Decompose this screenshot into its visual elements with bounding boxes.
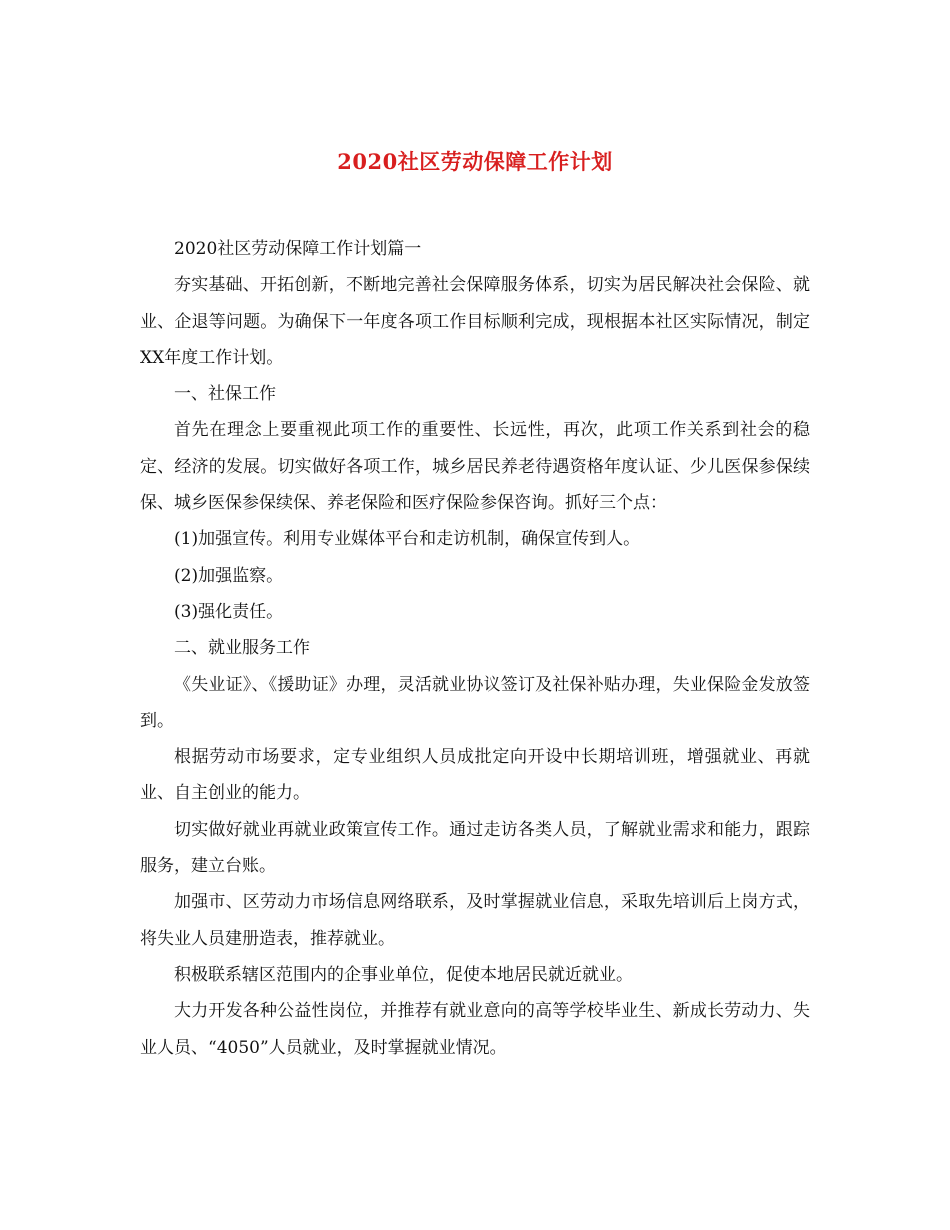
document-body <box>140 231 810 1066</box>
section-heading: 2020社区劳动保障工作计划篇一 <box>174 239 422 259</box>
intro-paragraph: 夯实基础、开拓创新，不断地完善社会保障服务体系，切实为居民解决社会保险、就业、企退等问题。为确保下一年度各项工作目标顺利完成，现根据本社区实际情况，制定XX年度工作计划。 <box>140 275 810 368</box>
document-title: 2020社区劳动保障工作计划 <box>337 149 613 174</box>
body-paragraph: 切实做好就业再就业政策宣传工作。通过走访各类人员，了解就业需求和能力，跟踪服务，建立台账。 <box>140 819 810 877</box>
section-heading: 一、社保工作 <box>174 384 276 405</box>
list-item: (1)加强宣传。利用专业媒体平台和走访机制，确保宣传到人。 <box>174 529 641 550</box>
body-paragraph: 积极联系辖区范围内的企事业单位，促使本地居民就近就业。 <box>174 964 633 985</box>
body-paragraph: 根据劳动市场要求，定专业组织人员成批定向开设中长期培训班，增强就业、再就业、自主创业的能力。 <box>140 747 810 804</box>
body-paragraph: 加强市、区劳动力市场信息网络联系，及时掌握就业信息，采取先培训后上岗方式，将失业人员建册造表，推荐就业。 <box>140 892 810 949</box>
body-paragraph: 大力开发各种公益性岗位，并推荐有就业意向的高等学校毕业生、新成长劳动力、失业人员、“4050”人员就业，及时掌握就业情况。 <box>140 1001 810 1058</box>
body-paragraph: 首先在理念上要重视此项工作的重要性、长远性，再次，此项工作关系到社会的稳定、经济的发展。切实做好各项工作，城乡居民养老待遇资格年度认证、少儿医保参保续保、城乡医保参保续保、养老保险和医疗保险参保咨询。抓好三个点： <box>140 420 810 514</box>
list-item: (3)强化责任。 <box>174 601 284 622</box>
body-paragraph: 《失业证》、《援助证》办理，灵活就业协议签订及社保补贴办理，失业保险金发放签到。 <box>140 674 810 731</box>
section-heading: 二、就业服务工作 <box>174 638 310 659</box>
list-item: (2)加强监察。 <box>174 565 284 586</box>
